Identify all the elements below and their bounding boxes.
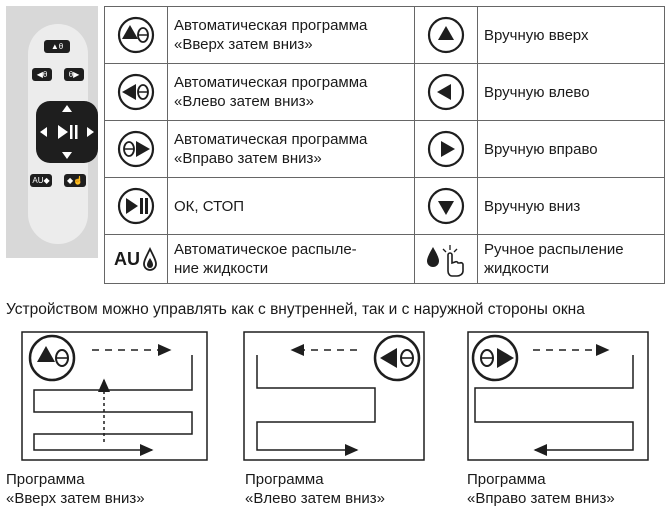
legend-text-cell (478, 178, 665, 235)
diagram-caption (245, 470, 385, 508)
legend-text: «Вправо затем вниз» (174, 150, 322, 167)
legend-text-cell (168, 64, 415, 121)
legend-icon-cell (105, 178, 168, 235)
remote-panel (6, 6, 98, 258)
diagram-right-then-down (463, 330, 663, 465)
legend-text-cell (478, 121, 665, 178)
legend-icon-cell (105, 121, 168, 178)
diagram-up-then-down (12, 330, 212, 465)
manual-up-icon (426, 15, 466, 55)
legend-text: «Вверх затем вниз» (174, 36, 313, 53)
legend-icon-cell (415, 235, 478, 284)
remote-dpad (36, 101, 98, 163)
legend-text-cell (168, 178, 415, 235)
legend-text: Вручную вверх (484, 26, 589, 44)
legend-icon-cell (105, 64, 168, 121)
remote-manual-spray-button: ◆☝ (64, 174, 86, 187)
legend-text: Вручную влево (484, 83, 590, 101)
legend-text-cell (478, 235, 665, 284)
legend-icon-cell (415, 121, 478, 178)
legend-text: Автоматическая программа (174, 131, 368, 148)
legend-text: «Влево затем вниз» (174, 93, 315, 110)
legend-icon-cell (105, 7, 168, 64)
legend-text: Вручную вправо (484, 140, 598, 158)
remote-dpad-icon (36, 101, 98, 163)
auto-spray-icon (142, 247, 158, 271)
remote-au-label: AU (32, 176, 44, 185)
diagram-caption-line: «Вправо затем вниз» (467, 490, 615, 507)
manual-spray-icon (424, 241, 468, 277)
diagram-caption-line: Программа (467, 471, 546, 488)
diagram-caption-line: Программа (6, 471, 85, 488)
auto-left-down-icon (116, 72, 156, 112)
manual-down-icon (426, 186, 466, 226)
diagram-caption-line: Программа (245, 471, 324, 488)
auto-spray-icon-label: AU (114, 248, 140, 269)
legend-text-cell (168, 121, 415, 178)
legend-text-cell (168, 7, 415, 64)
manual-right-icon (426, 129, 466, 169)
legend-icon-cell (105, 235, 168, 284)
legend-text: Автоматическая программа (174, 74, 368, 91)
legend-icon-cell (415, 7, 478, 64)
legend-text-cell (168, 235, 415, 284)
auto-right-down-icon (116, 129, 156, 169)
legend-text: Вручную вниз (484, 197, 581, 215)
legend-row (105, 121, 665, 178)
legend-icon-cell (415, 178, 478, 235)
diagram-caption-line: «Влево затем вниз» (245, 490, 386, 507)
legend-row (105, 235, 665, 284)
window-path-diagram (463, 330, 663, 465)
remote-auto-up-button: ▲θ (44, 40, 70, 53)
window-path-diagram (237, 330, 437, 465)
legend-row (105, 178, 665, 235)
legend-text: ние жидкости (174, 260, 269, 277)
legend-row (105, 7, 665, 64)
diagram-caption-line: «Вверх затем вниз» (6, 490, 145, 507)
legend-icon-cell (415, 64, 478, 121)
window-path-diagram (12, 330, 212, 465)
diagram-caption (6, 470, 145, 508)
manual-left-icon (426, 72, 466, 112)
legend-text-cell (478, 7, 665, 64)
usage-hint: Устройством можно управлять как с внутренней, так и с наружной стороны окна (6, 301, 585, 318)
legend-text-cell (478, 64, 665, 121)
legend-text: жидкости (484, 260, 549, 277)
legend-text: Автоматическая программа (174, 17, 368, 34)
remote-auto-spray-button: AU ◆ (30, 174, 52, 187)
legend-text: Ручное распыление (484, 241, 624, 258)
legend-row (105, 64, 665, 121)
legend-text: ОК, СТОП (174, 197, 245, 215)
legend-text: Автоматическое распыле- (174, 241, 357, 258)
auto-up-down-icon (116, 15, 156, 55)
diagram-caption (467, 470, 615, 508)
remote-auto-left-button: ◀θ (32, 68, 52, 81)
ok-stop-icon (116, 186, 156, 226)
diagram-left-then-down (237, 330, 437, 465)
button-legend-table (104, 6, 665, 284)
remote-auto-right-button: θ▶ (64, 68, 84, 81)
